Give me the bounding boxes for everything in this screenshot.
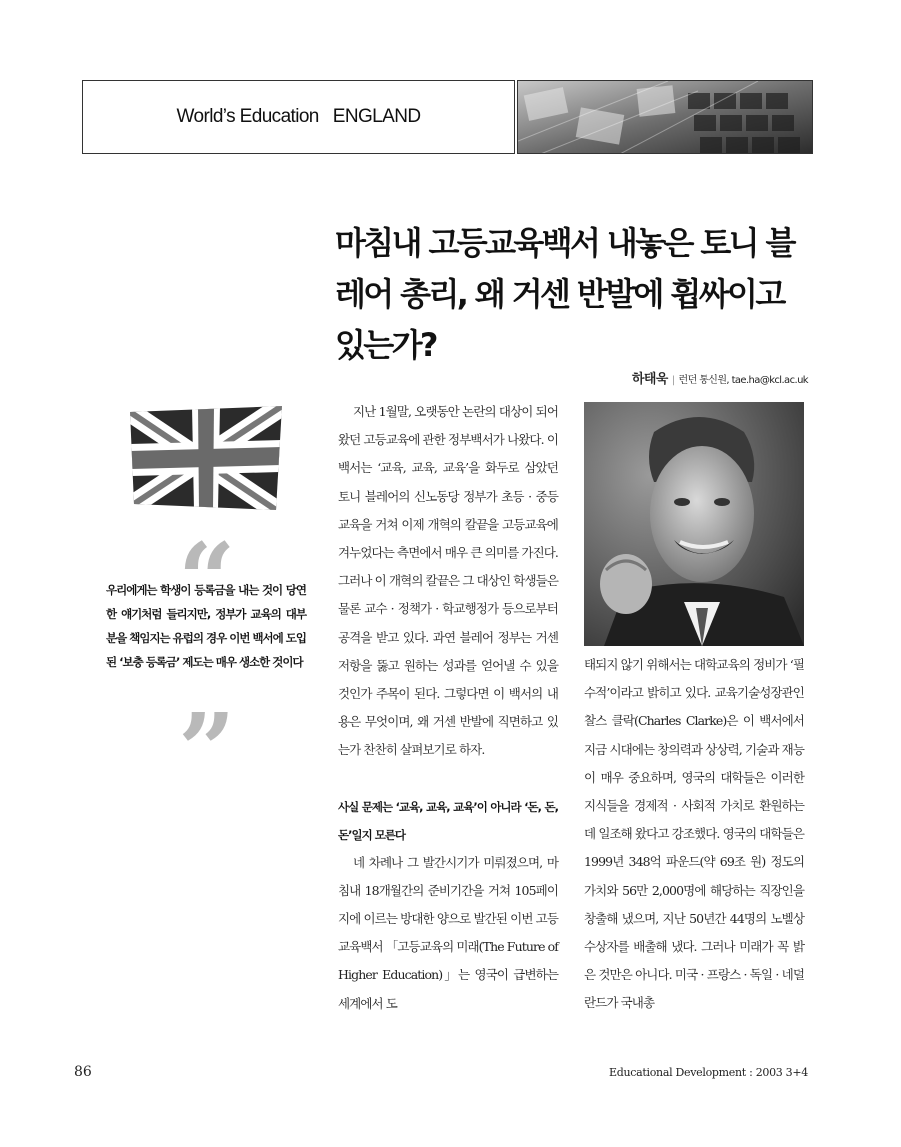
close-quote-mark: ”: [178, 691, 236, 809]
header-collage-image: [517, 80, 813, 154]
union-jack-flag-icon: [130, 406, 282, 510]
paragraph-second: 네 차례나 그 발간시기가 미뤄졌으며, 마침내 18개월간의 준비기간을 거쳐 105페이지에 이르는 방대한 양으로 발간된 이번 고등교육백서 「고등교육의 미래(The Future of Higher Education)」는 영국이 급변하는 세계에서 도: [338, 854, 559, 1011]
pull-quote-text: 우리에게는 학생이 등록금을 내는 것이 당연한 얘기처럼 들리지만, 정부가 교육의 대부분을 책임지는 유럽의 경우 이번 백서에 도입된 ‘보충 등록금’ 제도는 매우 생소한 것이다: [106, 583, 306, 669]
article-title: 마침내 고등교육백서 내놓은 토니 블레어 총리, 왜 거센 반발에 휩싸이고 있는가?: [335, 224, 794, 364]
author-name: 하태욱: [631, 372, 668, 387]
author-affiliation: 런던 통신원, tae.ha@kcl.ac.uk: [678, 375, 808, 386]
section-subheading: 사실 문제는 ‘교육, 교육, 교육’이 아니라 ‘돈, 돈, 돈’일지 모른다: [338, 799, 558, 842]
paragraph-third: 태되지 않기 위해서는 대학교육의 정비가 ‘필수적’이라고 밝히고 있다. 교육기술성장관인 찰스 클락(Charles Clarke)은 이 백서에서 지금 시대에는 창의력과 상상력, 기술과 재능이 매우 중요하며, 영국의 대학들은 이러한 지식들을 경제적 · 사회적 가치로 환원하는 데 일조해 왔다고 강조했다. 영국의 대학들은 1999년 348억 파운드(약 69조 원) 정도의 가치와 56만 2,000명에 해당하는 직장인을 창출해 냈으며, 지난 50년간 44명의 노벨상 수상자를 배출해 냈다. 그러나 미래가 꼭 밝은 것만은 아니다. 미국 · 프랑스 · 독일 · 네덜란드가 국내총: [584, 657, 804, 1011]
paragraph-spacer: [338, 765, 558, 793]
author-separator: |: [671, 375, 675, 386]
page-number: 86: [74, 1064, 92, 1080]
section-label: World’s Education ENGLAND: [176, 106, 421, 127]
journal-footer: Educational Development : 2003 3+4: [609, 1066, 808, 1079]
body-column-right: [584, 651, 804, 1018]
author-line: [560, 368, 808, 387]
paragraph-intro: 지난 1월말, 오랫동안 논란의 대상이 되어왔던 고등교육에 관한 정부백서가 나왔다. 이 백서는 ‘교육, 교육, 교육’을 화두로 삼았던 토니 블레어의 신노동당 정부가 초등 · 중등 교육을 거쳐 이제 개혁의 칼끝을 고등교육에 겨누었다는 측면에서 매우 큰 의미를 가진다. 그러나 이 개혁의 칼끝은 그 대상인 학생들은 물론 교수 · 정책가 · 학교행정가 등으로부터 공격을 받고 있다. 과연 블레어 정부는 거센 저항을 뚫고 원하는 성과를 얻어낼 수 있을 것인가 주목이 된다. 그렇다면 이 백서의 내용은 무엇이며, 왜 거센 반발에 직면하고 있는가 찬찬히 살펴보기로 하자.: [338, 404, 558, 758]
open-quote-mark: “: [178, 521, 236, 639]
body-column-left: [338, 398, 558, 1018]
portrait-photo: [584, 402, 804, 646]
